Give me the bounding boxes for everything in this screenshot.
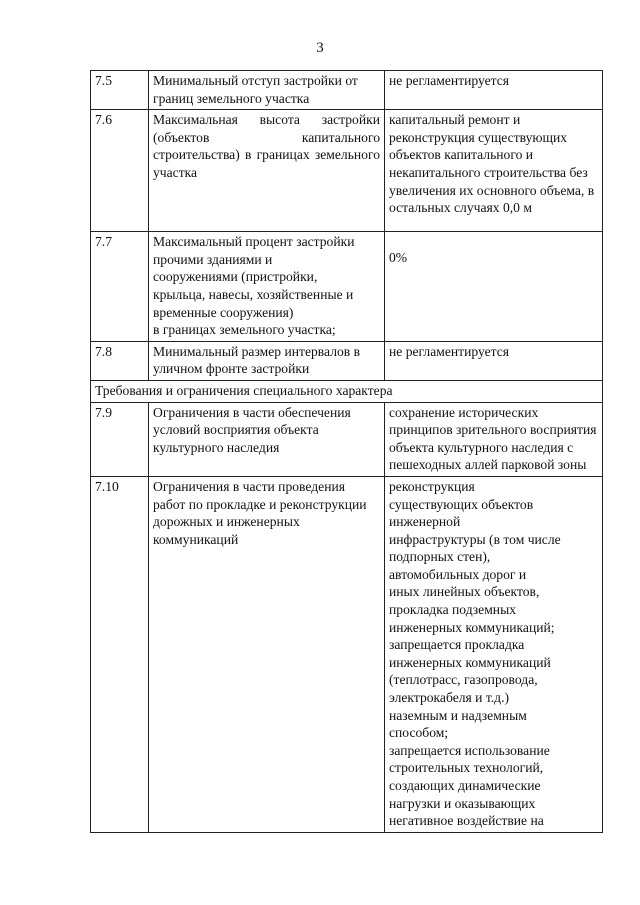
row-value [385,476,603,832]
value-line: электрокабеля и т.д.) [389,690,509,706]
value-line: подпорных стен), [389,549,491,565]
value-line: инженерной [389,514,461,530]
value-line: нагрузки и оказывающих [389,795,536,811]
row-parameter: Минимальный размер интервалов в уличном фронте застройки [149,341,385,380]
value-line: негативное воздействие на [389,813,544,829]
value-line: способом; [389,725,449,741]
row-number: 7.8 [91,341,149,380]
row-parameter: Ограничения в части проведения работ по прокладке и реконструкции дорожных и инженерных коммуникаций [149,476,385,832]
row-parameter: Минимальный отступ застройки от границ земельного участка [149,71,385,110]
regulations-table [90,70,603,833]
table-row [91,402,603,476]
value-line: (теплотрасс, газопровода, [389,672,538,688]
value-line: запрещается прокладка [389,637,525,653]
value-line: строительных технологий, [389,760,544,776]
row-number: 7.10 [91,476,149,832]
table-row [91,232,603,342]
value-line: инженерных коммуникаций [389,654,551,670]
row-number: 7.5 [91,71,149,110]
parameter-line: в границах земельного участка; [153,322,336,338]
value-line: создающих динамические [389,778,541,793]
parameter-line: прочими зданиями и [153,251,273,267]
table-row [91,110,603,232]
row-number: 7.7 [91,232,149,342]
value-line: наземным и надземным [389,707,527,723]
row-value: не регламентируется [385,71,603,110]
value-line: существующих объектов [389,496,534,512]
row-value: капитальный ремонт и реконструкция существующих объектов капитального и некапитального строительства без увеличения их основного объема, в остальных случаях 0,0 м [385,110,603,232]
page-number: 3 [316,40,324,56]
row-value: 0% [385,232,603,342]
section-header: Требования и ограничения специального характера [91,380,603,402]
parameter-line: сооружениями (пристройки, [153,269,318,285]
row-number: 7.6 [91,110,149,232]
table-row [91,476,603,832]
row-number: 7.9 [91,402,149,476]
row-parameter [149,232,385,342]
value-line: иных линейных объектов, [389,584,540,600]
section-header-row [91,380,603,402]
value-line: запрещается использование [389,742,550,758]
row-parameter: Ограничения в части обеспечения условий восприятия объекта культурного наследия [149,402,385,476]
row-value: сохранение исторических принципов зрительного восприятия объекта культурного наследия с пешеходных аллей парковой зоны [385,402,603,476]
parameter-line: Максимальный процент застройки [153,234,355,250]
parameter-line: временные сооружения) [153,304,294,320]
value-line: инфраструктуры (в том числе [389,531,561,547]
value-line: прокладка подземных [389,602,517,618]
row-value: не регламентируется [385,341,603,380]
value-line: автомобильных дорог и [389,566,527,582]
parameter-line: крыльца, навесы, хозяйственные и [153,286,354,302]
value-line: реконструкция [389,478,475,494]
value-line: инженерных коммуникаций; [389,619,555,635]
table-row [91,71,603,110]
row-parameter: Максимальная высота застройки (объектов капитального строительства) в границах земельного участка [149,110,385,232]
table-row [91,341,603,380]
